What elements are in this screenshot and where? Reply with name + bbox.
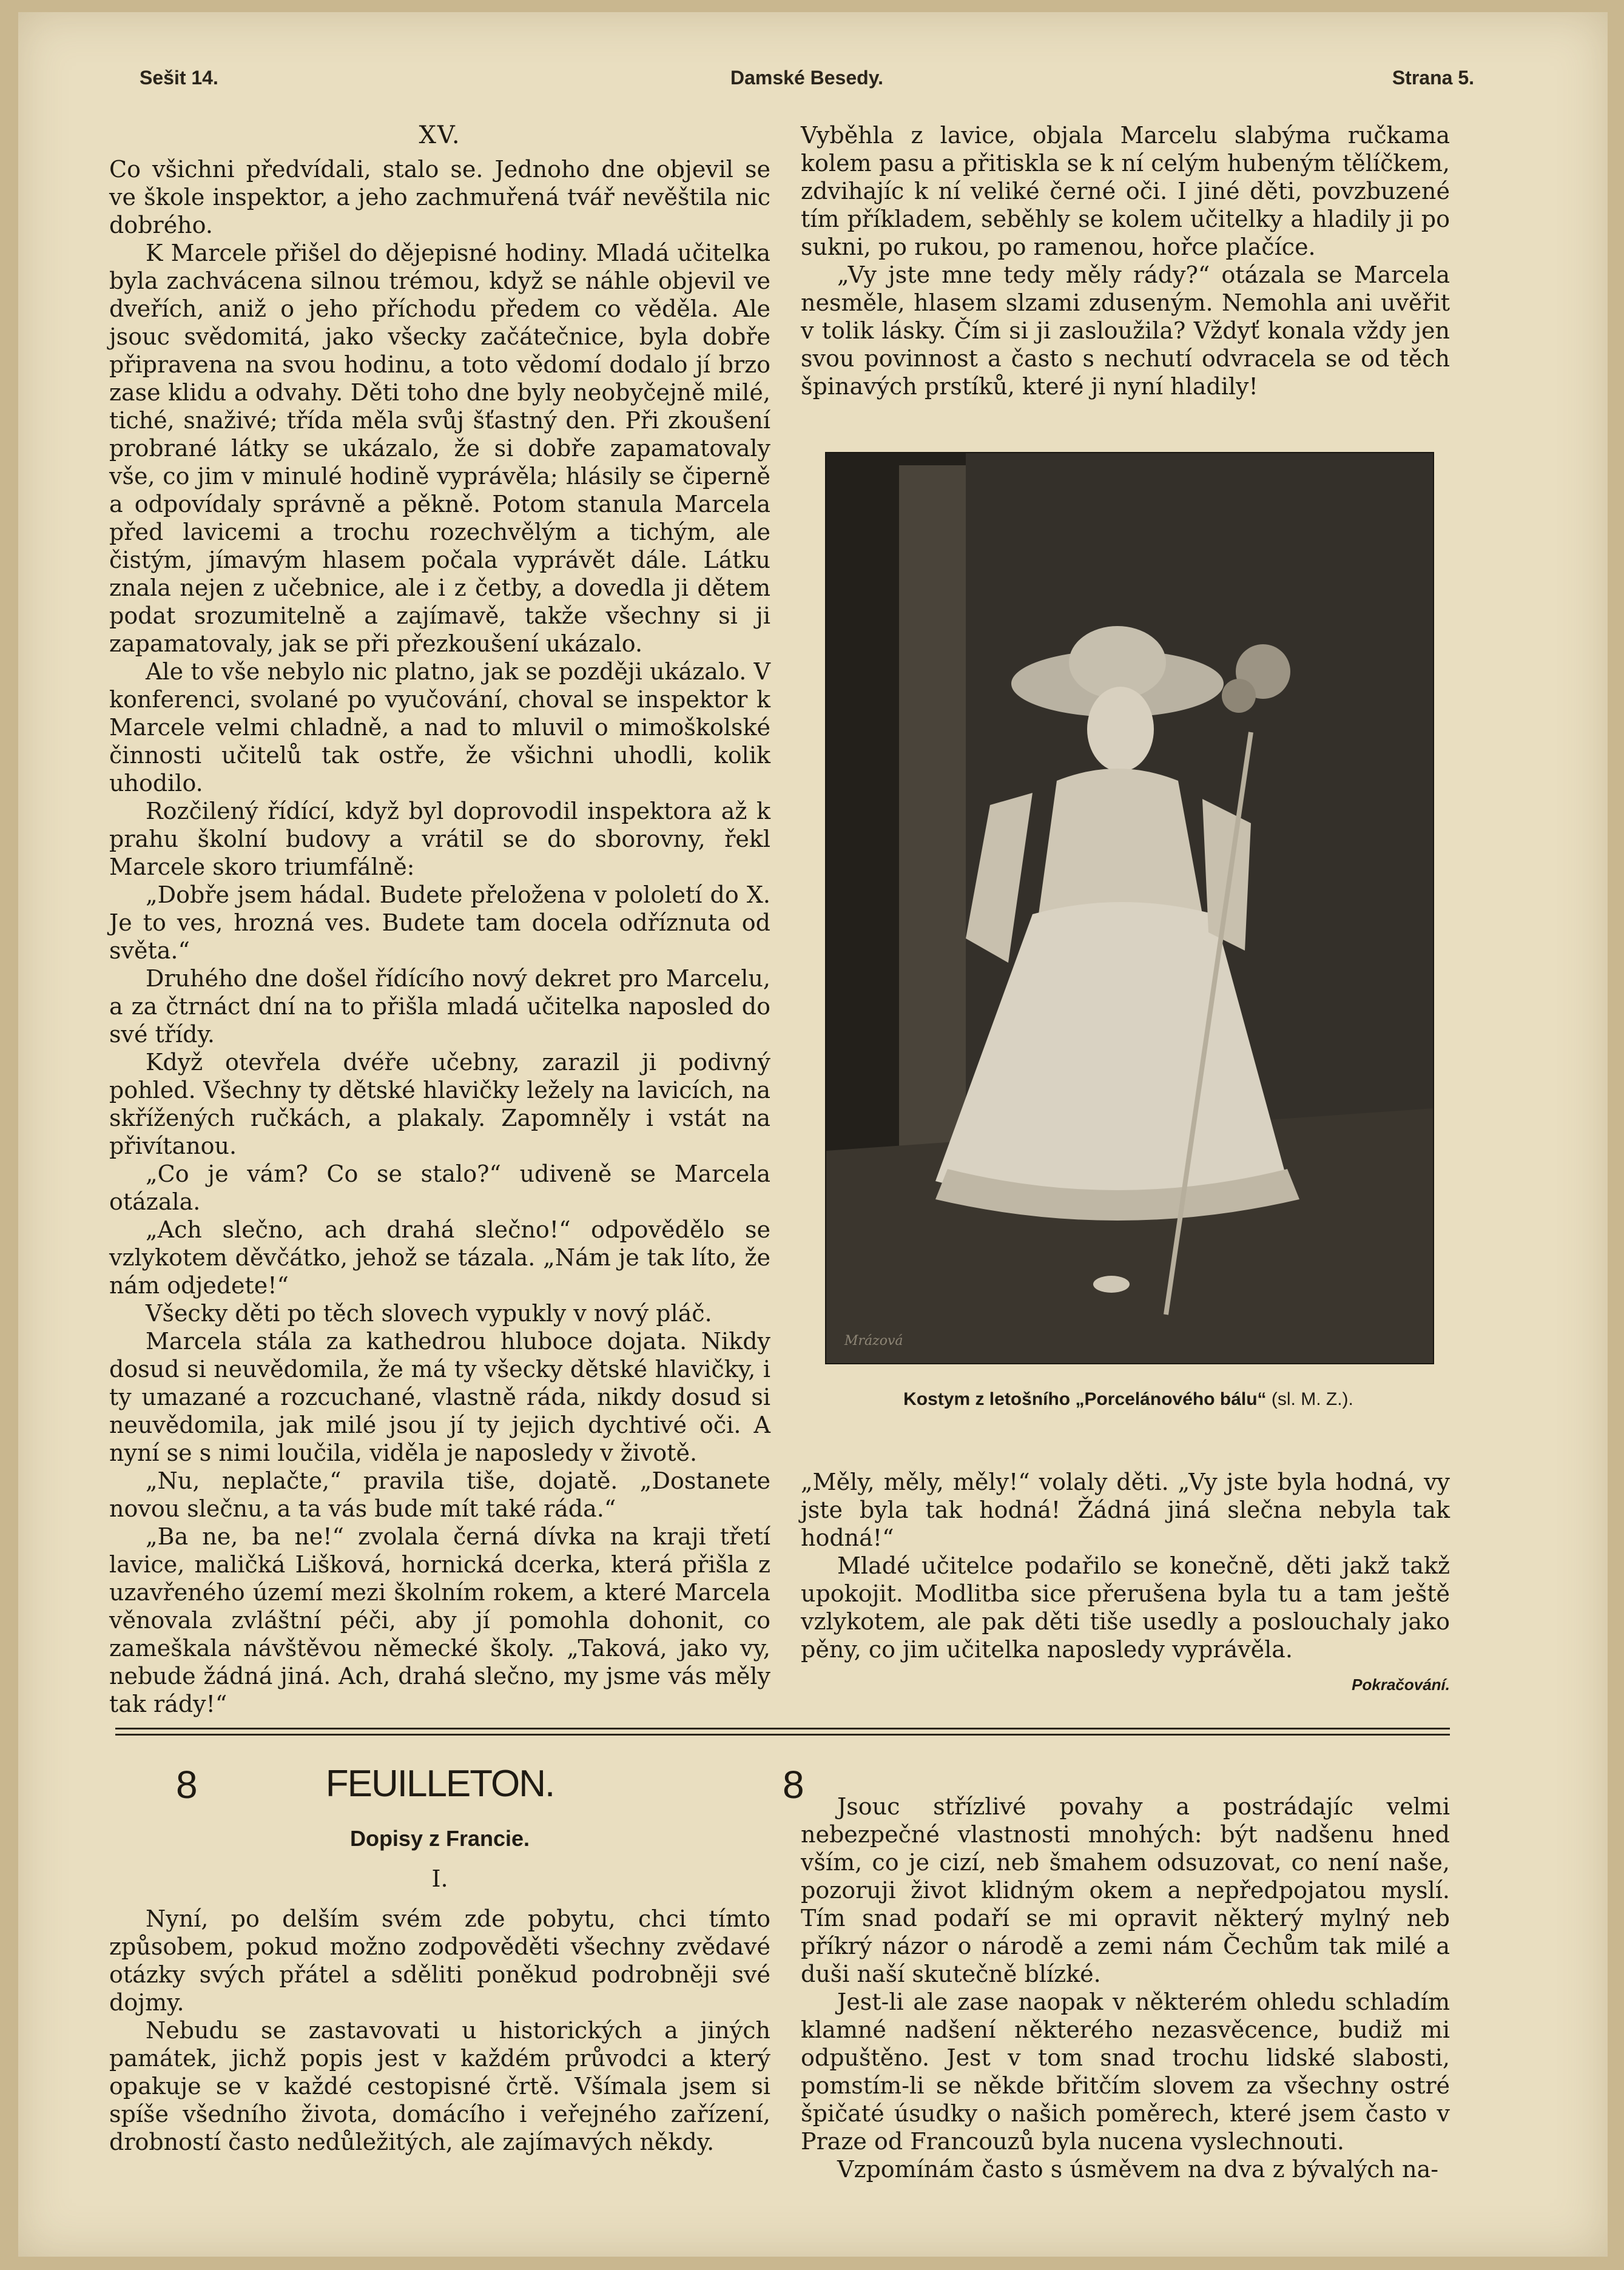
feuilleton-subtitle: Dopisy z Francie.: [349, 1826, 530, 1851]
left-column-top: [109, 121, 770, 1718]
paragraph: „Vy jste mne tedy měly rády?“ otázala se Marcela nesměle, hlasem slzami zduseným. Nemohla ani uvěřit v tolik lásky. Čím si ji zasloužila? Vždyť konala vždy jen svou povinnost a často s nechutí odvracela se od těch špinavých prstíků, které ji nyní hladily!: [801, 261, 1450, 400]
paragraph: Jest-li ale zase naopak v některém ohledu schladím klamné nadšení některého nezasvěcence, budiž mi odpuštěno. Jest v tom snad trochu lidské slabosti, pomstím-li se někde břitčím slovem za všechny ostré špičaté úsudky o našich poměrech, které jsem často v Praze od Francouzů byla nucena vyslechnouti.: [801, 1989, 1450, 2155]
paragraph: Vyběhla z lavice, objala Marcelu slabýma ručkama kolem pasu a přitiskla se k ní celým hubeným tělíčkem, zdvihajíc k ní veliké černé oči. I jiné děti, povzbuzené tím příkladem, seběhly se kolem učitelky a hladily ji po sukni, po rukou, po ramenou, hořce plačíce.: [801, 122, 1450, 260]
paragraph: „Měly, měly, měly!“ volaly děti. „Vy jste byla hodná, vy jste byla tak hodná! Žádná jiná slečna nebyla tak hodná!“: [801, 1469, 1450, 1551]
right-column-middle: [801, 1468, 1450, 1699]
left-column-bottom: [109, 1905, 770, 2156]
right-column-top: [801, 121, 1450, 400]
continued-note: Pokračování.: [1352, 1676, 1450, 1694]
photo-caption: [801, 1389, 1456, 1410]
paragraph: „Nu, neplačte,“ pravila tiše, dojatě. „Dostanete novou slečnu, a ta vás bude mít také ráda.“: [109, 1467, 770, 1522]
paragraph: Druhého dne došel řídícího nový dekret pro Marcelu, a za čtrnáct dní na to přišla mladá učitelka naposled do své třídy.: [109, 965, 770, 1048]
paragraph: Když otevřela dvéře učebny, zarazil ji podivný pohled. Všechny ty dětské hlavičky ležely na lavicích, na skřížených ručkách, a plakaly. Zapomněly i vstát na přivítanou.: [109, 1049, 770, 1159]
paragraph: Co všichni předvídali, stalo se. Jednoho dne objevil se ve škole inspektor, a jeho zachmuřená tvář nevěštila nic dobrého.: [109, 156, 770, 238]
photo-illustration: [826, 453, 1433, 1363]
page-header: [140, 67, 1474, 103]
feuilleton-part: I.: [431, 1865, 448, 1892]
caption-credit: (sl. M. Z.).: [1271, 1389, 1353, 1409]
chapter-number: XV.: [419, 121, 461, 149]
paragraph: Jsouc střízlivé povahy a postrádajíc velmi nebezpečné vlastnosti mnohých: být nadšenu hned vším, co je cizí, neb šmahem odsuzovat, co není naše, pozoruji život klidným okem a nepředpojatou myslí. Tím snad podaří se mi opravit některý mylný neb příkrý názor o národě a zemi nám Čechům tak milé a duši naší skutečně blízké.: [801, 1793, 1450, 1987]
paragraph: Nebudu se zastavovati u historických a jiných památek, jichž popis jest v každém průvodci a který opakuje se v každé cestopisné črtě. Všímala jsem si spíše všedního života, domácího i veřejného zařízení, drobností často nedůležitých, ale zajímavých někdy.: [109, 2017, 770, 2155]
paragraph: „Ach slečno, ach drahá slečno!“ odpovědělo se vzlykotem děvčátko, jehož se tázala. „Nám je tak líto, že nám odjedete!“: [109, 1216, 770, 1299]
issue-number: Sešit 14.: [140, 67, 218, 89]
feuilleton-title: FEUILLETON.: [325, 1763, 554, 1805]
paragraph: Všecky děti po těch slovech vypukly v nový pláč.: [146, 1300, 712, 1327]
feuilleton-heading: [109, 1762, 804, 1817]
paragraph: Nyní, po delším svém zde pobytu, chci tímto způsobem, pokud možno zodpověděti všechny zvědavé otázky svých přátel a sděliti poněkud podrobněji své dojmy.: [109, 1905, 770, 2016]
ornament-left: 8: [176, 1763, 198, 1807]
section-divider-top: [115, 1728, 1450, 1729]
right-column-bottom: [801, 1793, 1450, 2183]
paragraph: Vzpomínám často s úsměvem na dva z bývalých na-: [837, 2156, 1439, 2183]
paragraph: Mladé učitelce podařilo se konečně, děti jakž takž upokojit. Modlitba sice přerušena byla tu a tam ještě vzlykotem, ale pak děti tiše usedly a poslouchaly jako pěny, co jim učitelka naposledy vyprávěla.: [801, 1552, 1450, 1663]
paragraph: „Ba ne, ba ne!“ zvolala černá dívka na kraji třetí lavice, maličká Lišková, hornická dcerka, která přišla z uzavřeného území mezi školním rokem, a které Marcela věnovala zvláštní péči, aby jí pomohla dohonit, co zameškala návštěvou německé školy. „Taková, jako vy, nebude žádná jiná. Ach, drahá slečno, my jsme vás měly tak rády!“: [109, 1523, 770, 1717]
paragraph: „Dobře jsem hádal. Budete přeložena v pololetí do X. Je to ves, hrozná ves. Budete tam docela odříznuta od světa.“: [109, 881, 770, 964]
paragraph: Marcela stála za kathedrou hluboce dojata. Nikdy dosud si neuvědomila, že má ty všecky dětské hlavičky, i ty umazané a rozcuchané, vlastně ráda, nikdy dosud si neuvědomila, jak milé jsou jí ty jejich dychtivé oči. A nyní se s nimi loučila, viděla je naposledy v životě.: [109, 1328, 770, 1466]
page-number: Strana 5.: [1392, 67, 1474, 89]
magazine-title: Damské Besedy.: [730, 67, 883, 89]
paragraph: Ale to vše nebylo nic platno, jak se později ukázalo. V konferenci, svolané po vyučování, choval se inspektor k Marcele velmi chladně, a nad to mluvil o mimoškolské činnosti učitelů tak ostře, že všichni uhodli, kolik uhodilo.: [109, 658, 770, 797]
section-divider-bottom: [115, 1734, 1450, 1736]
ornament-right: 8: [783, 1763, 804, 1807]
paragraph: Rozčilený řídící, když byl doprovodil inspektora až k prahu školní budovy a vrátil se do sborovny, řekl Marcele skoro triumfálně:: [109, 798, 770, 880]
paragraph: „Co je vám? Co se stalo?“ udiveně se Marcela otázala.: [109, 1160, 770, 1215]
photographer-signature: Mrázová: [844, 1333, 903, 1349]
paragraph: K Marcele přišel do dějepisné hodiny. Mladá učitelka byla zachvácena silnou trémou, když se náhle objevil ve dveřích, aniž o jeho příchodu předem co věděla. Ale jsouc svědomitá, jako všecky začátečnice, byla dobře připravena na svou hodinu, a toto vědomí dodalo jí brzo zase klidu a odvahy. Děti toho dne byly neobyčejně milé, tiché, snaživé; třída měla svůj šťastný den. Při zkoušení probrané látky se ukázalo, že si dobře zapamatovaly vše, co jim v minulé hodině vyprávěla; hlásily se čiperně a odpovídaly správně a pěkně. Potom stanula Marcela před lavicemi a trochu rozechvělým a tichým, ale čistým, jímavým hlasem počala vyprávět dále. Látku znala nejen z učebnice, ale i z četby, a dovedla ji dětem podat srozumitelně a zajímavě, takže všechny si ji zapamatovaly, jak se při přezkoušení ukázalo.: [109, 240, 770, 657]
costume-photograph: [825, 452, 1434, 1364]
caption-title: Kostym z letošního „Porcelánového bálu“: [903, 1389, 1267, 1409]
